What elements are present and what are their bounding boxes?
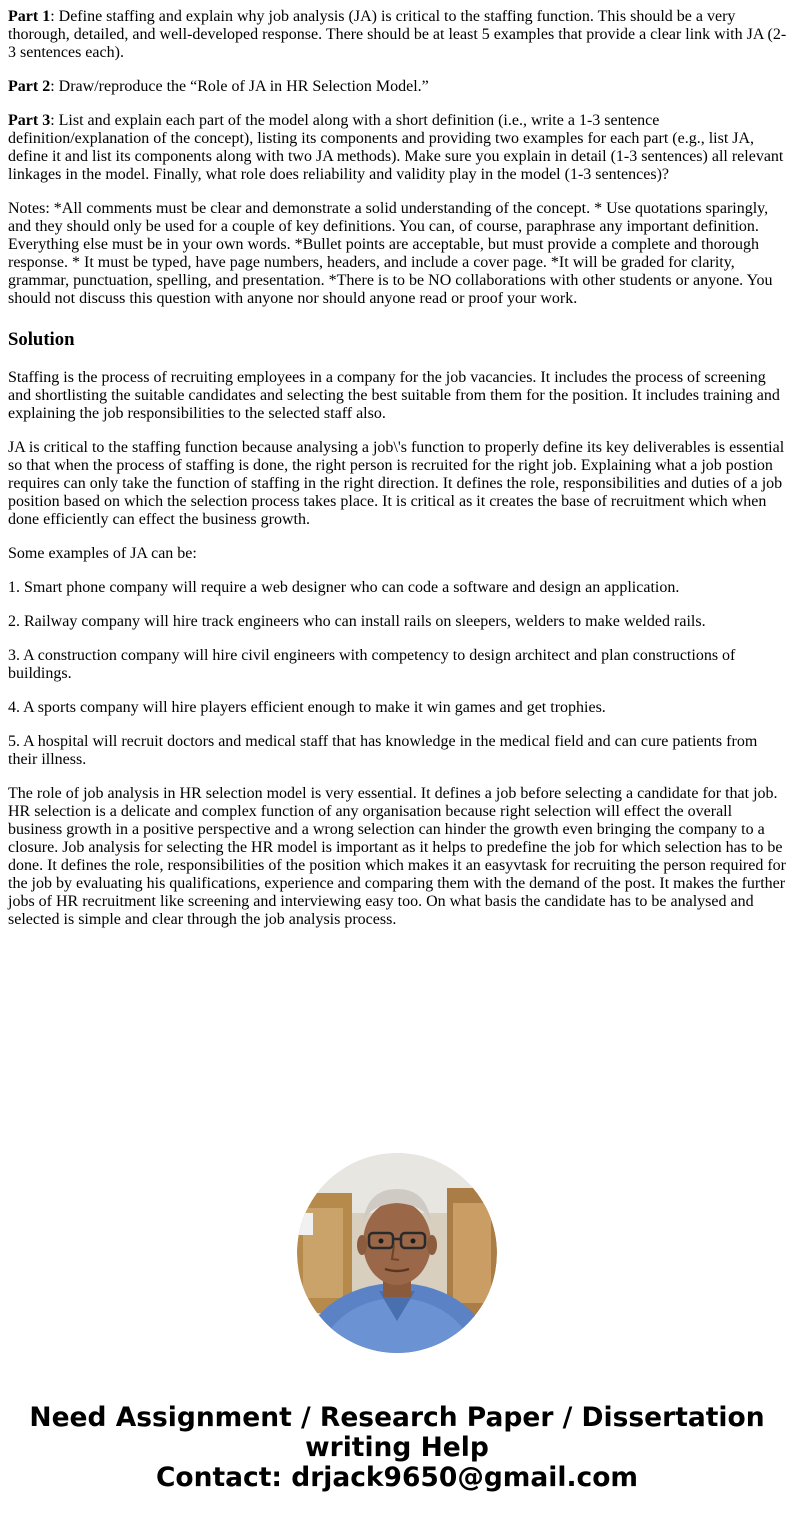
- example-item-4: 4. A sports company will hire players efficient enough to make it win games and get trophies.: [8, 699, 606, 716]
- part1-label: Part 1: [8, 8, 51, 25]
- part2-paragraph: [8, 78, 788, 96]
- author-avatar: [297, 1153, 497, 1353]
- example-item-1: 1. Smart phone company will require a web designer who can code a software and design an application.: [8, 579, 680, 596]
- promo-contact: Contact: drjack9650@gmail.com: [155, 1462, 639, 1493]
- part2-text: : Draw/reproduce the “Role of JA in HR Selection Model.”: [50, 78, 429, 95]
- document-body: [8, 8, 788, 945]
- example-item-5: 5. A hospital will recruit doctors and medical staff that has knowledge in the medical field and can cure patients from their illness.: [8, 733, 758, 768]
- part3-text: : List and explain each part of the model along with a short definition (i.e., write a 1-3 sentence definition/explanation of the concept), listing its components and providing two examples for each part (e.g., list JA, define it and list its components along with two JA methods). Make sure you explain in detail (1-3 sentences) all relevant linkages in the model. Finally, what role does reliability and validity play in the model (1-3 sentences)?: [8, 112, 784, 183]
- solution-paragraph-role-of-ja: The role of job analysis in HR selection model is very essential. It defines a job before selecting a candidate for that job. HR selection is a delicate and complex function of any organisation because right selection will effect the overall business growth in a positive perspective and a wrong selection can hinder the growth even bringing the company to a closure. Job analysis for selecting the HR model is important as it helps to predefine the job for which selection has to be done. It defines the role, responsibilities of the position which makes it an easyvtask for recruiting the person required for the job by evaluating his qualifications, experience and comparing them with the demand of the post. It makes the further jobs of HR recruitment like screening and interviewing easy too. On what basis the candidate has to be analysed and selected is simple and clear through the job analysis process.: [8, 785, 787, 928]
- promo-line-2: writing Help: [305, 1432, 489, 1463]
- part2-label: Part 2: [8, 78, 51, 95]
- promo-banner: [0, 1403, 794, 1493]
- solution-heading: Solution: [8, 329, 75, 350]
- promo-line-1: Need Assignment / Research Paper / Dissertation: [29, 1402, 765, 1433]
- part3-paragraph: [8, 112, 788, 184]
- part1-text: : Define staffing and explain why job analysis (JA) is critical to the staffing function. This should be a very thorough, detailed, and well-developed response. There should be at least 5 examples that provide a clear link with JA (2-3 sentences each).: [8, 8, 787, 61]
- example-item-2: 2. Railway company will hire track engineers who can install rails on sleepers, welders to make welded rails.: [8, 613, 706, 630]
- part3-label: Part 3: [8, 112, 51, 129]
- author-portrait-image: [297, 1153, 497, 1353]
- solution-paragraph-definition: Staffing is the process of recruiting employees in a company for the job vacancies. It includes the process of screening and shortlisting the suitable candidates and selecting the best suitable from them for the position. It includes training and explaining the job responsibilities to the selected staff also.: [8, 369, 780, 422]
- solution-paragraph-examples-intro: Some examples of JA can be:: [8, 545, 197, 562]
- part1-paragraph: [8, 8, 788, 62]
- solution-paragraph-ja-critical: JA is critical to the staffing function because analysing a job\'s function to properly define its key deliverables is essential so that when the process of staffing is done, the right person is recruited for the right job. Explaining what a job postion requires can only take the function of staffing in the right direction. It defines the role, responsibilities and duties of a job position based on which the selection process takes place. It is critical as it creates the base of recruitment which when done efficiently can effect the business growth.: [8, 439, 785, 528]
- example-item-3: 3. A construction company will hire civil engineers with competency to design architect and plan constructions of buildings.: [8, 647, 736, 682]
- notes-paragraph: Notes: *All comments must be clear and demonstrate a solid understanding of the concept. * Use quotations sparingly, and they should only be used for a couple of key definitions. You can, of course, paraphrase any important definition. Everything else must be in your own words. *Bullet points are acceptable, but must provide a complete and thorough response. * It must be typed, have page numbers, headers, and include a cover page. *It will be graded for clarity, grammar, punctuation, spelling, and presentation. *There is to be NO collaborations with other students or anyone. You should not discuss this question with anyone nor should anyone read or proof your work.: [8, 200, 773, 307]
